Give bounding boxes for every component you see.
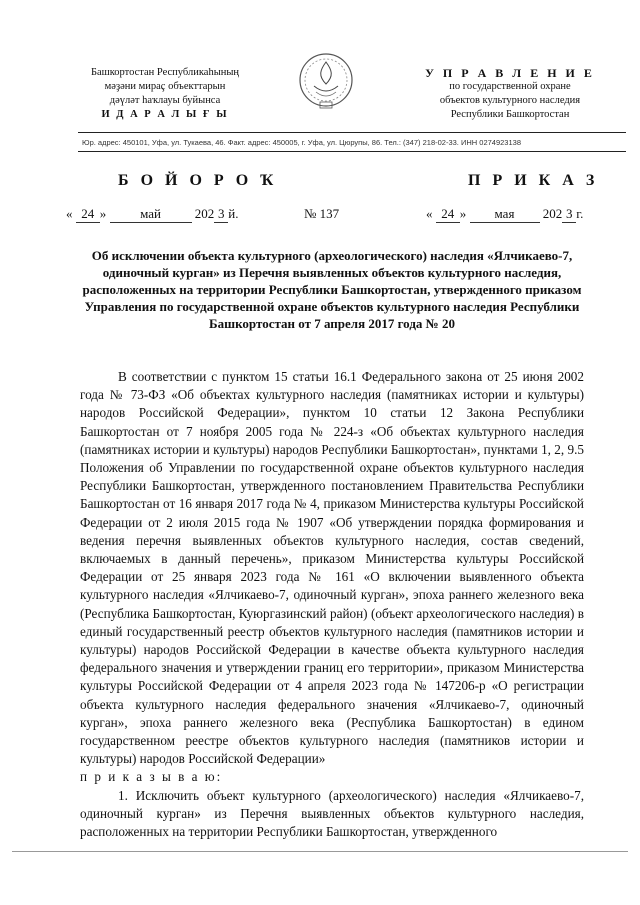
date-left bbox=[66, 206, 238, 223]
date-right-year-digit: 3 bbox=[562, 206, 576, 223]
document-title: Об исключении объекта культурного (археологического) наследия «Ялчикаево-7, одиночный курган» из Перечня выявленных объектов культурного наследия, расположенных на территории Республики Башкортостан, утвержденного приказом Управления по государственной охране объектов культурного наследия Республики Башкортостан от 7 апреля 2017 года № 20 bbox=[82, 248, 582, 331]
header-contacts: Юр. адрес: 450101, Уфа, ул. Тукаева, 46. Факт. адрес: 450005, г. Уфа, ул. Цюрупы, 86. Тел.: (347) 218-02-33. ИНН 0274923138 bbox=[82, 138, 521, 147]
header-right-line-3: объектов культурного наследия bbox=[439, 95, 581, 106]
date-right-suffix: г. bbox=[576, 206, 584, 221]
date-left-open-quote: « bbox=[66, 206, 73, 221]
order-number-value: 137 bbox=[319, 206, 340, 221]
header-right-line-4: Республики Башкортостан bbox=[450, 109, 570, 120]
date-left-year-digit: 3 bbox=[214, 206, 228, 223]
header-right-line-1: У П Р А В Л Е Н И Е bbox=[425, 66, 595, 80]
page-bottom-rule bbox=[12, 851, 628, 852]
header-left-line-2: мәҙәни мираҫ объекттарын bbox=[104, 81, 226, 92]
body-paragraph-2: 1. Исключить объект культурного (археологического) наследия «Ялчикаево-7, одиночный курган» из Перечня выявленных объектов культурного наследия, расположенных на территории Республики Башкортостан, утвержденного bbox=[80, 787, 584, 840]
date-left-suffix: й. bbox=[228, 206, 239, 221]
date-right-close-quote: » bbox=[459, 206, 467, 221]
date-right-open-quote: « bbox=[426, 206, 433, 221]
order-number bbox=[304, 206, 339, 222]
header-left-line-4: И Д А Р А Л Ы Ғ Ы bbox=[101, 109, 229, 120]
order-word-russian: П Р И К А З bbox=[468, 172, 599, 189]
header-left-block bbox=[60, 66, 270, 122]
date-left-day: 24 bbox=[76, 206, 100, 223]
header-rule-top bbox=[78, 132, 626, 133]
date-left-year-prefix: 202 bbox=[194, 206, 215, 221]
date-right-day: 24 bbox=[436, 206, 460, 223]
order-word-bashkir: Б О Й О Р О Ҡ bbox=[118, 172, 278, 189]
document-body bbox=[80, 368, 584, 841]
date-right-year-prefix: 202 bbox=[542, 206, 563, 221]
header-right-block bbox=[405, 66, 615, 122]
header-right-line-2: по государственной охране bbox=[449, 81, 571, 92]
header-left-line-3: дәүләт һаҡлауы буйынса bbox=[109, 95, 221, 106]
date-left-close-quote: » bbox=[99, 206, 107, 221]
body-order-word: п р и к а з ы в а ю: bbox=[80, 769, 223, 785]
order-number-sign: № bbox=[304, 206, 317, 221]
coat-of-arms-icon bbox=[296, 50, 356, 114]
header-left-line-1: Башкортостан Республикаhының bbox=[90, 67, 240, 78]
date-left-month: май bbox=[110, 206, 192, 223]
date-right bbox=[426, 206, 583, 223]
body-paragraph-1: В соответствии с пунктом 15 статьи 16.1 Федерального закона от 25 июня 2002 года № 73-ФЗ «Об объектах культурного наследия (памятниках истории и культуры) народов Российской Федерации», пунктом 10 статьи 12 Закона Республики Башкортостан от 7 ноября 2005 года № 224-з «Об объектах культурного наследия (памятниках истории и культуры) народов Республики Башкортостан», пунктами 1, 2, 9.5 Положения об Управлении по государственной охране объектов культурного наследия Республики Башкортостан, утвержденного постановлением Правительства Республики Башкортостан от 16 января 2017 года № 4, приказом Министерства культуры Российской Федерации от 2 июля 2015 года № 1907 «Об утверждении порядка формирования и ведения перечня выявленных объектов культурного наследия, состав сведений, включаемых в данный перечень», приказом Министерства культуры Российской Федерации от 25 января 2023 года № 161 «О включении выявленного объекта культурного наследия «Ялчикаево-7, одиночный курган», эпоха раннего железного века (Республика Башкортостан, Куюргазинский район) (объект археологического наследия) в единый государственный реестр объектов культурного наследия (памятников истории и культуры) народов Российской Федерации в качестве объекта культурного наследия федерального значения и утверждении границ его территории», приказом Министерства культуры Российской Федерации от 4 апреля 2023 года № 147206-р «О регистрации объекта культурного наследия федерального значения «Ялчикаево-7, одиночный курган», эпоха раннего железного века (Республика Башкортостан) в едином государственном реестре объектов культурного наследия (памятников истории и культуры) народов Российской Федерации» bbox=[80, 369, 584, 767]
header-rule-bottom bbox=[78, 151, 626, 152]
date-right-month: мая bbox=[470, 206, 540, 223]
